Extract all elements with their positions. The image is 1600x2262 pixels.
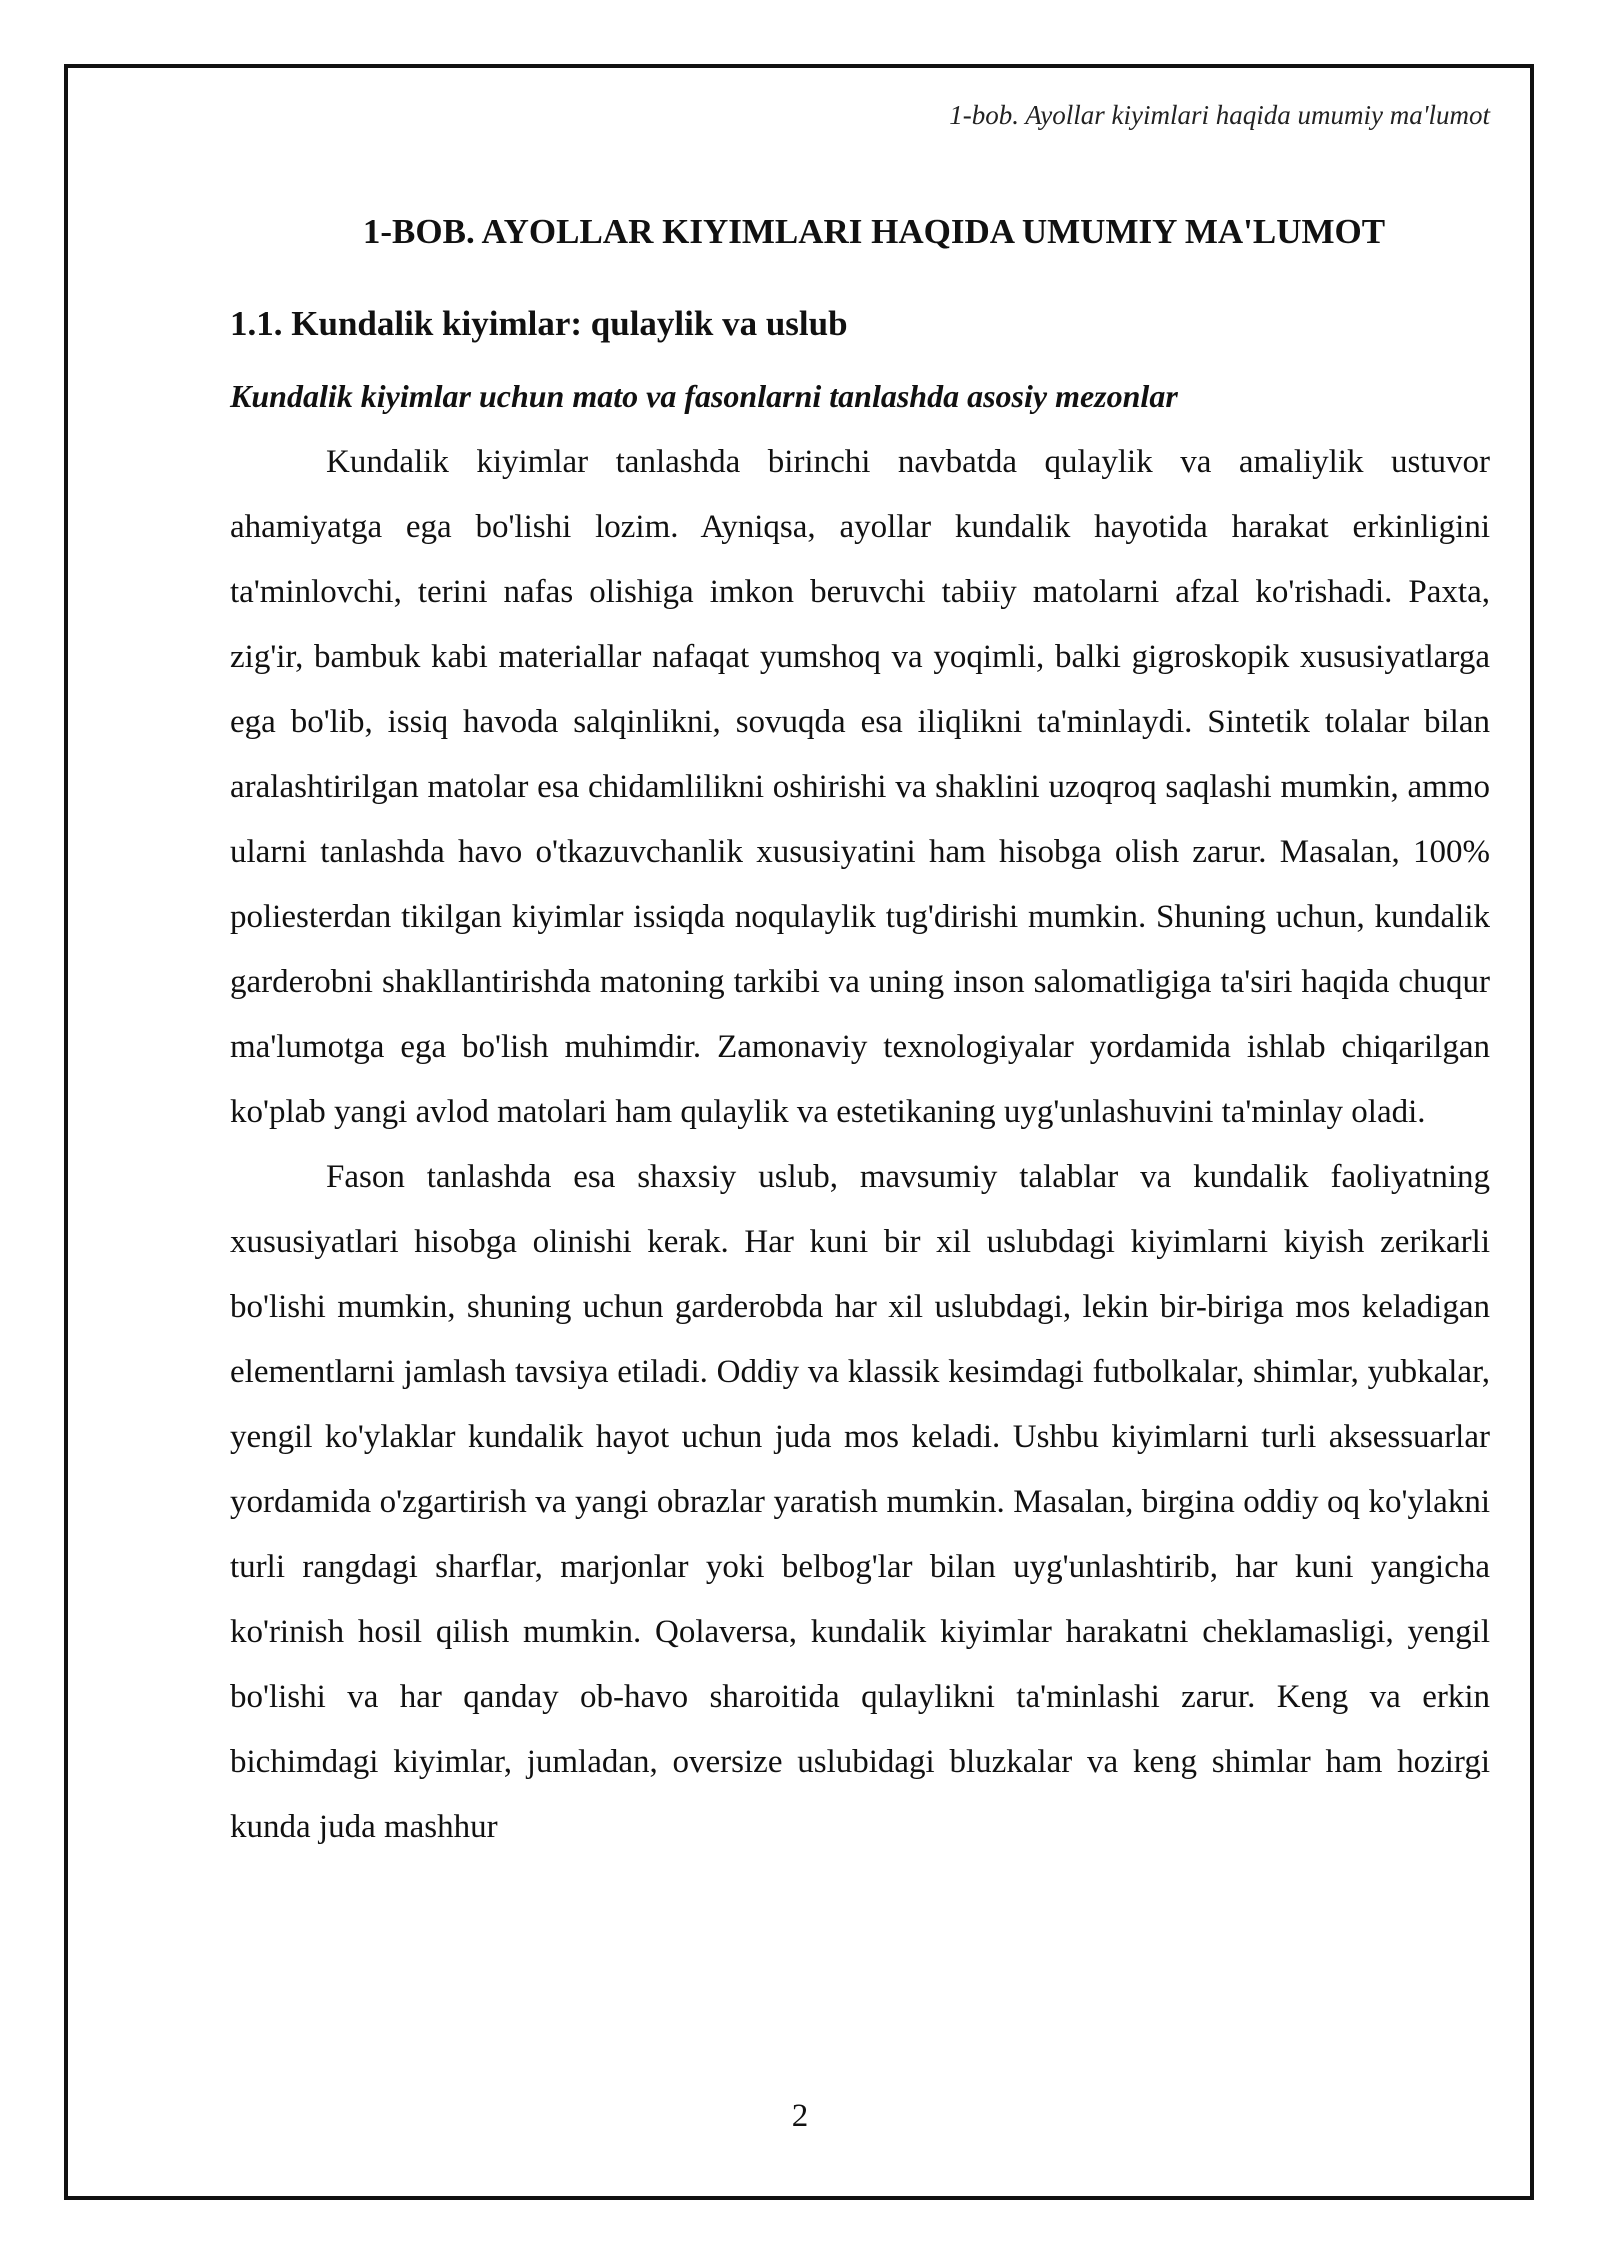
chapter-title: 1-BOB. AYOLLAR KIYIMLARI HAQIDA UMUMIY MA'LUMOT [362, 212, 1386, 251]
section-title: 1.1. Kundalik kiyimlar: qulaylik va uslub [230, 304, 848, 343]
document-body [230, 210, 1490, 1860]
subsection-title: Kundalik kiyimlar uchun mato va fasonlarni tanlashda asosiy mezonlar [230, 378, 1178, 414]
body-paragraph: Kundalik kiyimlar tanlashda birinchi navbatda qulaylik va amaliylik ustuvor ahamiyatga ega bo'lishi lozim. Ayniqsa, ayollar kundalik hayotida harakat erkinligini ta'minlovchi, terini nafas olishiga imkon beruvchi tabiiy matolarni afzal ko'rishadi. Paxta, zig'ir, bambuk kabi materiallar nafaqat yumshoq va yoqimli, balki gigroskopik xususiyatlarga ega bo'lib, issiq havoda salqinlikni, sovuqda esa iliqlikni ta'minlaydi. Sintetik tolalar bilan aralashtirilgan matolar esa chidamlilikni oshirishi va shaklini uzoqroq saqlashi mumkin, ammo ularni tanlashda havo o'tkazuvchanlik xususiyatini ham hisobga olish zarur. Masalan, 100% poliesterdan tikilgan kiyimlar issiqda noqulaylik tug'dirishi mumkin. Shuning uchun, kundalik garderobni shakllantirishda matoning tarkibi va uning inson salomatligiga ta'siri haqida chuqur ma'lumotga ega bo'lish muhimdir. Zamonaviy texnologiyalar yordamida ishlab chiqarilgan ko'plab yangi avlod matolari ham qulaylik va estetikaning uyg'unlashuvini ta'minlay oladi. [230, 444, 1490, 1130]
page-number: 2 [791, 2098, 809, 2134]
running-header: 1-bob. Ayollar kiyimlari haqida umumiy ma'lumot [949, 100, 1490, 130]
body-paragraph: Fason tanlashda esa shaxsiy uslub, mavsumiy talablar va kundalik faoliyatning xususiyatlari hisobga olinishi kerak. Har kuni bir xil uslubdagi kiyimlarni kiyish zerikarli bo'lishi mumkin, shuning uchun garderobda har xil uslubdagi, lekin bir-biriga mos keladigan elementlarni jamlash tavsiya etiladi. Oddiy va klassik kesimdagi futbolkalar, shimlar, yubkalar, yengil ko'ylaklar kundalik hayot uchun juda mos keladi. Ushbu kiyimlarni turli aksessuarlar yordamida o'zgartirish va yangi obrazlar yaratish mumkin. Masalan, birgina oddiy oq ko'ylakni turli rangdagi sharflar, marjonlar yoki belbog'lar bilan uyg'unlashtirib, har kuni yangicha ko'rinish hosil qilish mumkin. Qolaversa, kundalik kiyimlar harakatni cheklamasligi, yengil bo'lishi va har qanday ob-havo sharoitida qulaylikni ta'minlashi zarur. Keng va erkin bichimdagi kiyimlar, jumladan, oversize uslubidagi bluzkalar va keng shimlar ham hozirgi kunda juda mashhur [230, 1159, 1490, 1845]
